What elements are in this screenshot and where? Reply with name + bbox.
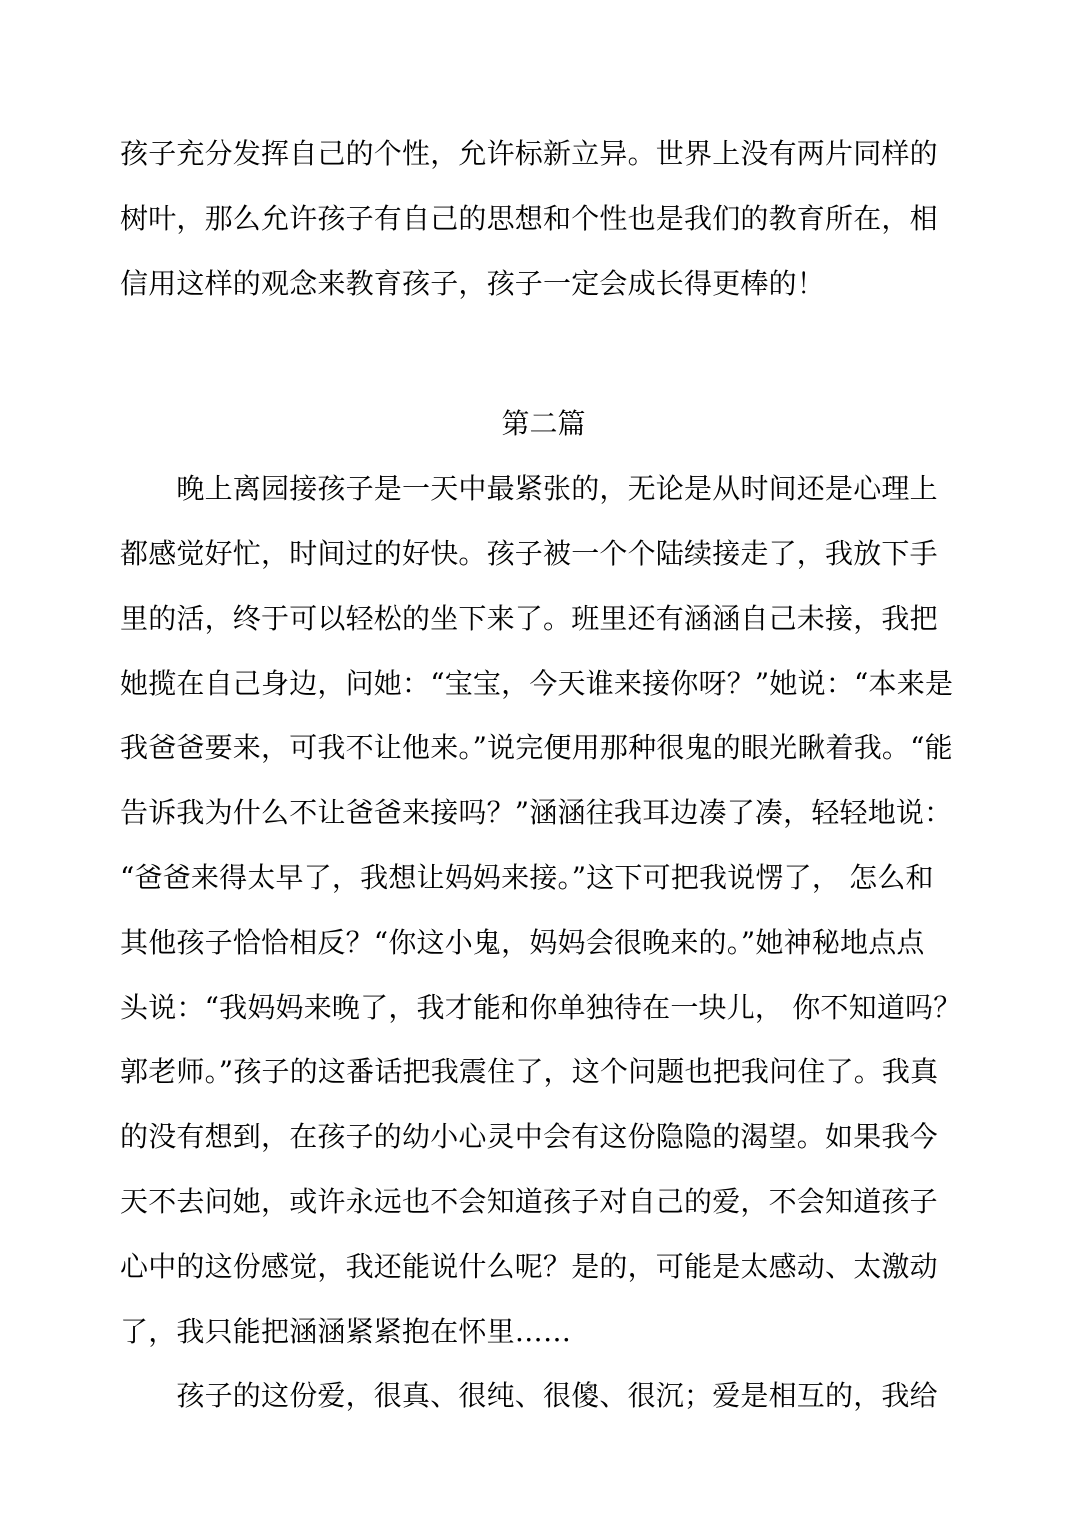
text-line: 的没有想到，在孩子的幼小心灵中会有这份隐隐的渴望。如果我今 bbox=[120, 1120, 938, 1154]
text-line: “爸爸来得太早了，我想让妈妈来接。”这下可把我说愣了， 怎么和 bbox=[120, 860, 934, 894]
text-line: 天不去问她，或许永远也不会知道孩子对自己的爱，不会知道孩子 bbox=[120, 1184, 938, 1218]
text-line: 都感觉好忙，时间过的好快。孩子被一个个陆续接走了，我放下手 bbox=[120, 536, 938, 570]
section-2-paragraph-1 bbox=[120, 457, 967, 1364]
text-line: 心中的这份感觉，我还能说什么呢？是的，可能是太感动、太激动 bbox=[120, 1249, 938, 1283]
document-page bbox=[120, 122, 967, 1429]
text-line: 告诉我为什么不让爸爸来接吗？”涵涵往我耳边凑了凑，轻轻地说： bbox=[120, 796, 953, 830]
section-2-paragraph-2 bbox=[120, 1364, 967, 1429]
text-line: 信用这样的观念来教育孩子，孩子一定会成长得更棒的！ bbox=[120, 266, 826, 300]
text-line: 其他孩子恰恰相反？“你这小鬼，妈妈会很晚来的。”她神秘地点点 bbox=[120, 925, 925, 959]
section-title: 第二篇 bbox=[501, 407, 586, 441]
text-line: 孩子充分发挥自己的个性，允许标新立异。世界上没有两片同样的 bbox=[120, 137, 938, 170]
section-gap bbox=[120, 316, 967, 392]
text-line: 我爸爸要来，可我不让他来。”说完便用那种很鬼的眼光瞅着我。“能 bbox=[120, 731, 953, 765]
text-line: 里的活，终于可以轻松的坐下来了。班里还有涵涵自己未接，我把 bbox=[120, 601, 938, 635]
text-line: 孩子的这份爱，很真、很纯、很傻、很沉；爱是相互的，我给 bbox=[120, 1379, 938, 1413]
text-line: 郭老师。”孩子的这番话把我震住了，这个问题也把我问住了。我真 bbox=[120, 1055, 939, 1089]
text-line: 树叶，那么允许孩子有自己的思想和个性也是我们的教育所在，相 bbox=[120, 201, 938, 235]
text-line: 头说：“我妈妈来晚了，我才能和你单独待在一块儿， 你不知道吗？ bbox=[120, 990, 962, 1024]
text-line: 晚上离园接孩子是一天中最紧张的，无论是从时间还是心理上 bbox=[120, 472, 938, 506]
text-line: 她揽在自己身边，问她：“宝宝，今天谁来接你呀？”她说：“本来是 bbox=[120, 666, 954, 700]
text-line: 了，我只能把涵涵紧紧抱在怀里…… bbox=[120, 1314, 572, 1348]
section-1 bbox=[120, 122, 967, 316]
